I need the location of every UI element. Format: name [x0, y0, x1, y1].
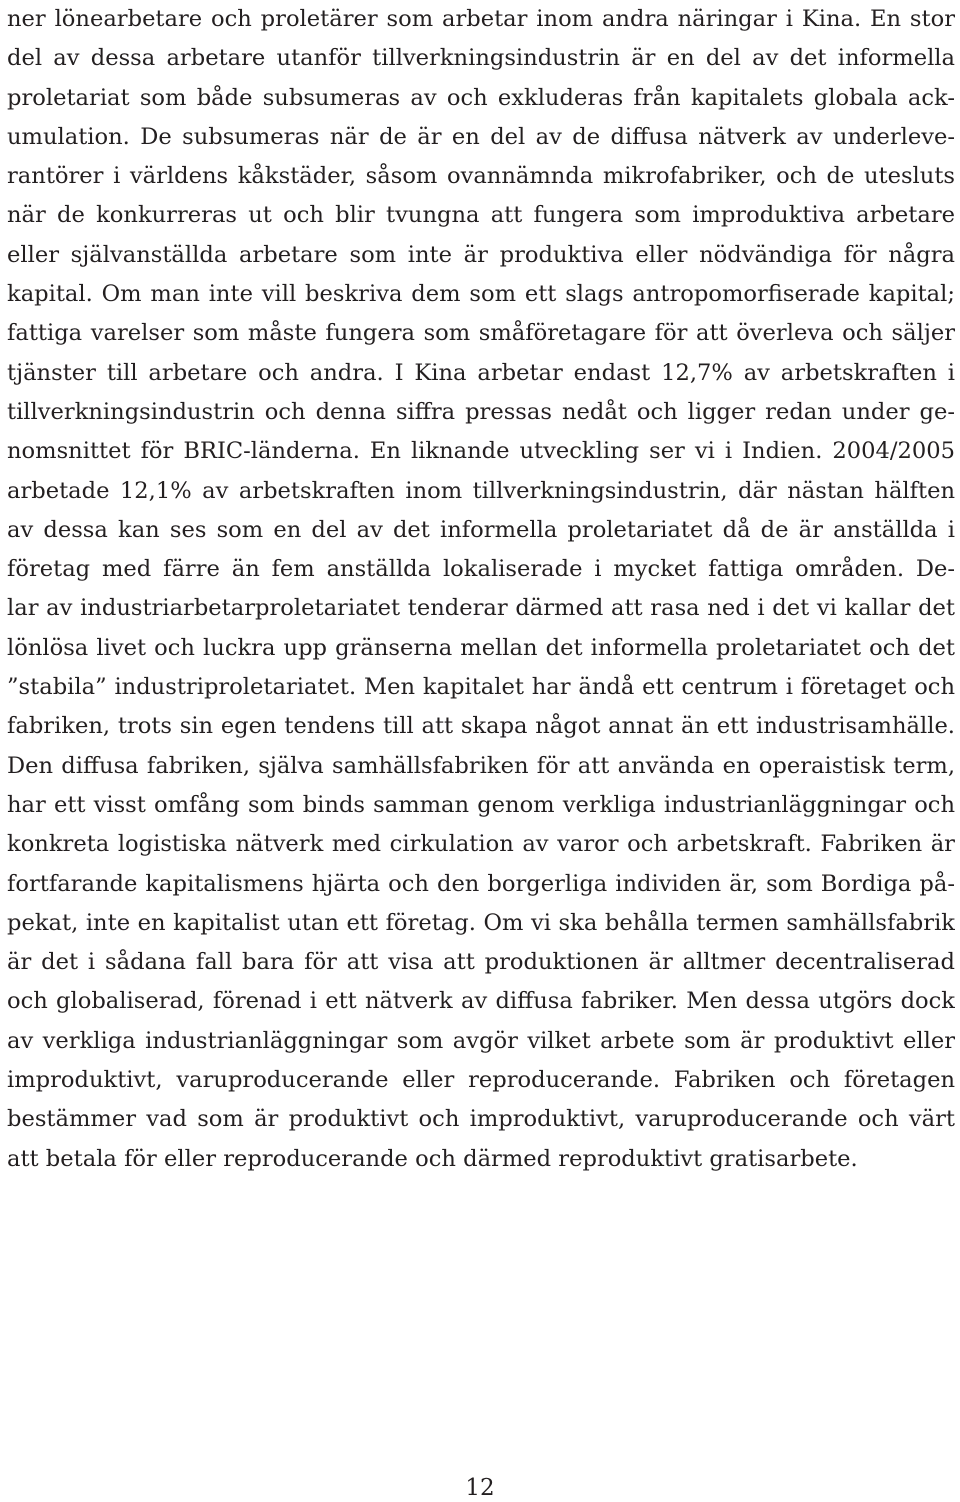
text-line: ”stabila” industriproletariatet. Men kapitalet har ändå ett centrum i företaget och: [7, 674, 955, 701]
text-line: kapital. Om man inte vill beskriva dem som ett slags antropomorfiserade kapital;: [7, 281, 955, 308]
text-line: umulation. De subsumeras när de är en del av de diffusa nätverk av underleve-: [7, 123, 955, 150]
text-line: lönlösa livet och luckra upp gränserna mellan det informella proletariatet och det: [7, 634, 955, 661]
page-number: 12: [465, 1475, 495, 1501]
text-line: rantörer i världens kåkstäder, såsom ovannämnda mikrofabriker, och de utesluts: [7, 163, 955, 190]
text-line: fattiga varelser som måste fungera som småföretagare för att överleva och säljer: [7, 320, 955, 347]
text-line: nomsnittet för BRIC-länderna. En liknande utveckling ser vi i Indien. 2004/2005: [7, 438, 955, 465]
text-line: eller självanställda arbetare som inte är produktiva eller nödvändiga för några: [7, 241, 955, 268]
text-line: improduktivt, varuproducerande eller reproducerande. Fabriken och företagen: [7, 1067, 955, 1094]
text-line: konkreta logistiska nätverk med cirkulation av varor och arbetskraft. Fabriken är: [7, 831, 955, 858]
body-paragraph: [7, 0, 955, 1179]
text-line: ner lönearbetare och proletärer som arbetar inom andra näringar i Kina. En stor: [7, 6, 955, 32]
text-line: av verkliga industrianläggningar som avgör vilket arbete som är produktivt eller: [7, 1027, 955, 1054]
text-line: proletariat som både subsumeras av och exkluderas från kapitalets globala ack-: [7, 84, 955, 111]
text-line: Den diffusa fabriken, själva samhällsfabriken för att använda en operaistisk term,: [7, 752, 955, 779]
text-line: pekat, inte en kapitalist utan ett företag. Om vi ska behålla termen samhällsfabrik: [7, 909, 955, 936]
text-line: fabriken, trots sin egen tendens till att skapa något annat än ett industrisamhälle.: [7, 713, 955, 740]
text-line: företag med färre än fem anställda lokaliserade i mycket fattiga områden. De-: [7, 556, 955, 583]
text-line: att betala för eller reproducerande och därmed reproduktivt gratisarbete.: [7, 1145, 858, 1172]
text-line: är det i sådana fall bara för att visa att produktionen är alltmer decentraliserad: [7, 949, 955, 976]
text-line: av dessa kan ses som en del av det informella proletariatet då de är anställda i: [7, 516, 955, 543]
text-line: när de konkurreras ut och blir tvungna att fungera som improduktiva arbetare: [7, 202, 955, 229]
text-line: del av dessa arbetare utanför tillverkningsindustrin är en del av det informella: [7, 45, 955, 72]
text-line: fortfarande kapitalismens hjärta och den borgerliga individen är, som Bordiga på-: [7, 870, 955, 897]
text-line: har ett visst omfång som binds samman genom verkliga industrianläggningar och: [7, 791, 955, 818]
text-line: och globaliserad, förenad i ett nätverk av diffusa fabriker. Men dessa utgörs dock: [7, 988, 955, 1015]
text-line: tillverkningsindustrin och denna siffra pressas nedåt och ligger redan under ge-: [7, 398, 955, 425]
text-line: tjänster till arbetare och andra. I Kina arbetar endast 12,7% av arbetskraften i: [7, 359, 955, 386]
text-line: arbetade 12,1% av arbetskraften inom tillverkningsindustrin, där nästan hälften: [7, 477, 955, 504]
text-line: bestämmer vad som är produktivt och improduktivt, varuproducerande och värt: [7, 1106, 955, 1133]
text-line: lar av industriarbetarproletariatet tenderar därmed att rasa ned i det vi kallar det: [7, 595, 955, 622]
